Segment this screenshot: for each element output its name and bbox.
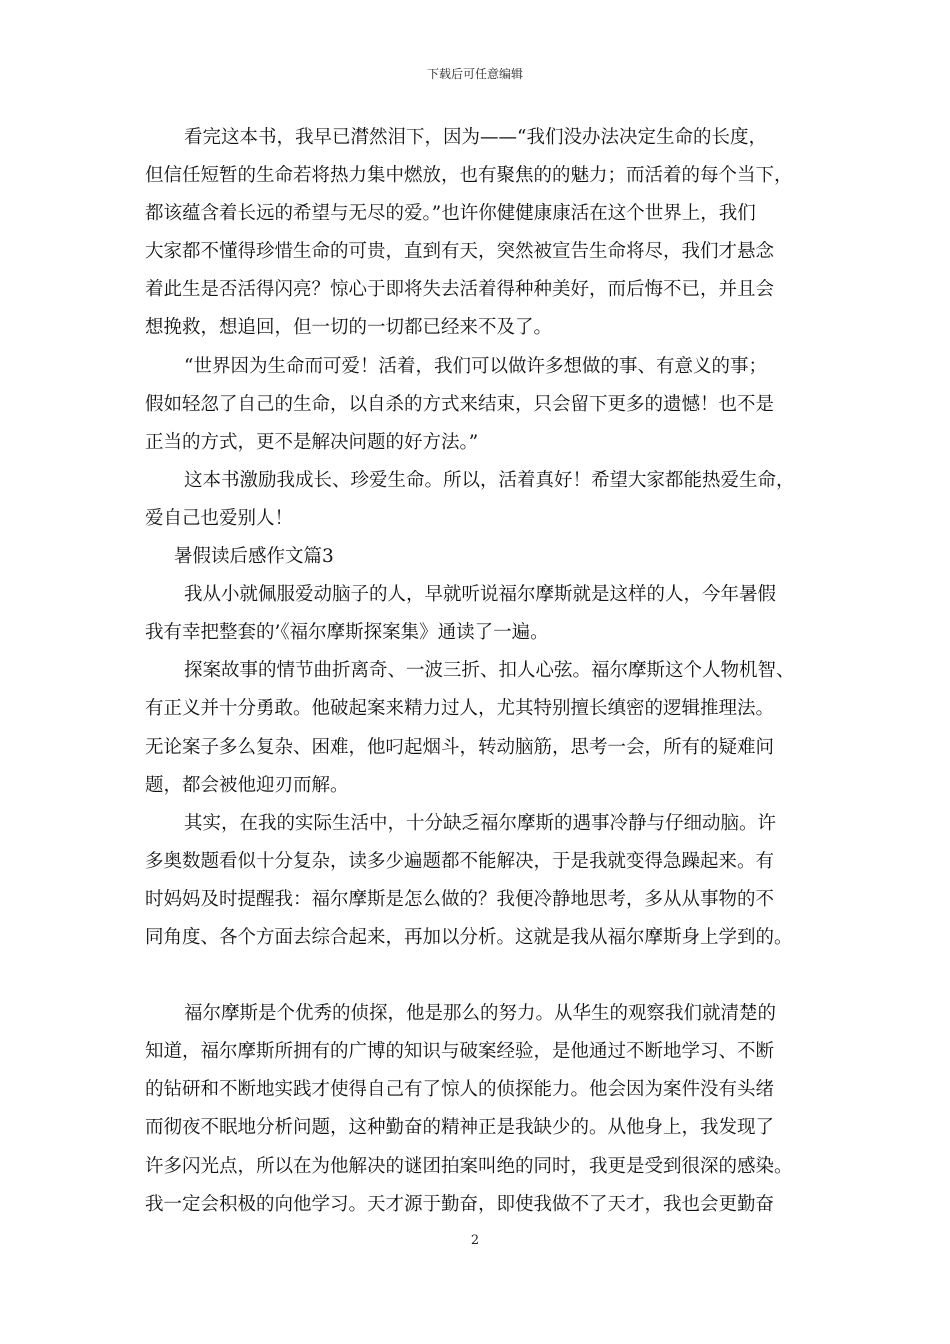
blank-line bbox=[145, 964, 825, 1002]
text-line: 我从小就佩服爱动脑子的人，早就听说福尔摩斯就是这样的人，今年暑假 bbox=[184, 584, 777, 606]
text-line: 多奥数题看似十分复杂，读多少遍题都不能解决，于是我就变得急躁起来。有 bbox=[145, 850, 775, 872]
text-line: 知道，福尔摩斯所拥有的广博的知识与破案经验，是他通过不断地学习、不断 bbox=[145, 1041, 775, 1063]
text-line: 爱自己也爱别人！ bbox=[145, 507, 294, 529]
text-line: 想挽救，想追回，但一切的一切都已经来不及了。 bbox=[145, 317, 553, 339]
text-line: 有正义并十分勇敢。他破起案来精力过人，尤其特别擅长缜密的逻辑推理法。 bbox=[145, 698, 775, 720]
text-line: 其实，在我的实际生活中，十分缺乏福尔摩斯的遇事冷静与仔细动脑。许 bbox=[184, 812, 777, 834]
text-line: 假如轻忽了自己的生命，以自杀的方式来结束，只会留下更多的遗憾！也不是 bbox=[145, 393, 775, 415]
text-line: 而彻夜不眠地分析问题，这种勤奋的精神正是我缺少的。从他身上，我发现了 bbox=[145, 1117, 775, 1139]
text-line: 同角度、各个方面去综合起来，再加以分析。这就是我从福尔摩斯身上学到的。 bbox=[145, 926, 793, 948]
text-line: 都该蕴含着长远的希望与无尽的爱。”也许你健健康康活在这个世界上，我们 bbox=[145, 203, 756, 225]
text-line: 看完这本书，我早已潸然泪下，因为——“我们没办法决定生命的长度， bbox=[184, 127, 767, 148]
text-line: 探案故事的情节曲折离奇、一波三折、扣人心弦。福尔摩斯这个人物机智、 bbox=[184, 660, 795, 682]
text-line: 我有幸把整套的’《福尔摩斯探案集》通读了一遍。 bbox=[145, 622, 549, 644]
section-heading: 暑假读后感作文篇3 bbox=[174, 546, 334, 568]
text-line: 许多闪光点，所以在为他解决的谜团拍案叫绝的同时，我更是受到很深的感染。 bbox=[145, 1155, 793, 1177]
text-line: 福尔摩斯是个优秀的侦探，他是那么的努力。从华生的观察我们就清楚的 bbox=[184, 1003, 777, 1025]
text-line: 无论案子多么复杂、困难，他叼起烟斗，转动脑筋，思考一会，所有的疑难问 bbox=[145, 736, 775, 758]
text-line: 正当的方式，更不是解决问题的好方法。” bbox=[145, 431, 479, 453]
text-line: 题，都会被他迎刃而解。 bbox=[145, 774, 349, 796]
text-line: 但信任短暂的生命若将热力集中燃放，也有聚焦的的魅力；而活着的每个当下， bbox=[145, 165, 793, 187]
text-line: 着此生是否活得闪亮？惊心于即将失去活着得种种美好，而后悔不已，并且会 bbox=[145, 279, 775, 301]
page-number: 2 bbox=[470, 1233, 480, 1248]
text-line: 我一定会积极的向他学习。天才源于勤奋，即使我做不了天才，我也会更勤奋 bbox=[145, 1193, 775, 1215]
text-line: 时妈妈及时提醒我：福尔摩斯是怎么做的？我便冷静地思考，多从从事物的不 bbox=[145, 888, 775, 910]
text-line: 这本书激励我成长、珍爱生命。所以，活着真好！希望大家都能热爱生命， bbox=[184, 469, 795, 491]
text-line: 的钻研和不断地实践才使得自己有了惊人的侦探能力。他会因为案件没有头绪 bbox=[145, 1079, 775, 1101]
text-line: 大家都不懂得珍惜生命的可贵，直到有天，突然被宣告生命将尽，我们才悬念 bbox=[145, 241, 775, 263]
text-line: “世界因为生命而可爱！活着，我们可以做许多想做的事、有意义的事； bbox=[184, 355, 767, 377]
page-header: 下载后可任意编辑 bbox=[426, 67, 523, 81]
document-body bbox=[145, 126, 825, 1231]
